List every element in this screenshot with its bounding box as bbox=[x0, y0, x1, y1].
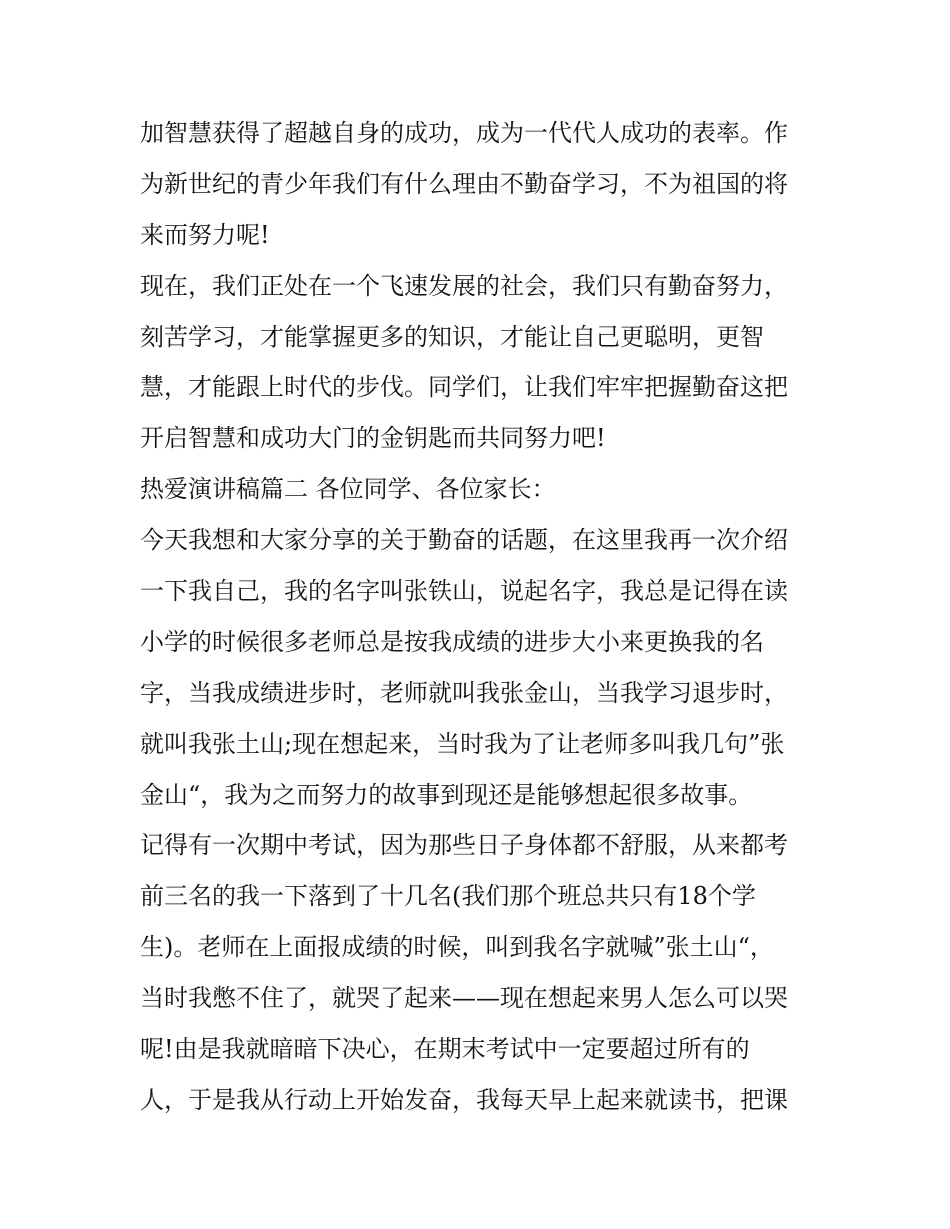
text-line: 现在，我们正处在一个飞速发展的社会，我们只有勤奋努力， bbox=[140, 271, 788, 300]
text-line: 当时我憋不住了，就哭了起来——现在想起来男人怎么可以哭 bbox=[140, 984, 788, 1013]
text-line: 刻苦学习，才能掌握更多的知识，才能让自己更聪明，更智 bbox=[140, 322, 764, 351]
text-line: 前三名的我一下落到了十几名(我们那个班总共只有18个学 bbox=[140, 882, 756, 911]
text-line: 小学的时候很多老师总是按我成绩的进步大小来更换我的名 bbox=[140, 627, 764, 656]
text-line: 人，于是我从行动上开始发奋，我每天早上起来就读书，把课 bbox=[140, 1085, 788, 1114]
text-line: 加智慧获得了超越自身的成功，成为一代代人成功的表率。作 bbox=[140, 119, 788, 147]
text-line: 记得有一次期中考试，因为那些日子身体都不舒服，从来都考 bbox=[140, 831, 788, 860]
text-line: 开启智慧和成功大门的金钥匙而共同努力吧! bbox=[140, 424, 606, 453]
section-heading: 热爱演讲稿篇二 各位同学、各位家长： bbox=[140, 475, 556, 504]
text-line: 字，当我成绩进步时，老师就叫我张金山，当我学习退步时， bbox=[140, 678, 788, 707]
document-body bbox=[140, 108, 820, 1126]
text-line: 金山“，我为之而努力的故事到现还是能够想起很多故事。 bbox=[140, 780, 753, 809]
text-line: 今天我想和大家分享的关于勤奋的话题，在这里我再一次介绍 bbox=[140, 526, 788, 555]
text-line: 呢!由是我就暗暗下决心，在期末考试中一定要超过所有的 bbox=[140, 1035, 750, 1064]
text-line: 来而努力呢! bbox=[140, 220, 270, 249]
text-line: 一下我自己，我的名字叫张铁山，说起名字，我总是记得在读 bbox=[140, 577, 788, 606]
text-line: 就叫我张土山;现在想起来，当时我为了让老师多叫我几句”张 bbox=[140, 729, 785, 758]
text-line: 慧，才能跟上时代的步伐。同学们，让我们牢牢把握勤奋这把 bbox=[140, 373, 788, 402]
text-line: 为新世纪的青少年我们有什么理由不勤奋学习，不为祖国的将 bbox=[140, 169, 788, 198]
text-line: 生)。老师在上面报成绩的时候，叫到我名字就喊”张土山“， bbox=[140, 933, 774, 962]
